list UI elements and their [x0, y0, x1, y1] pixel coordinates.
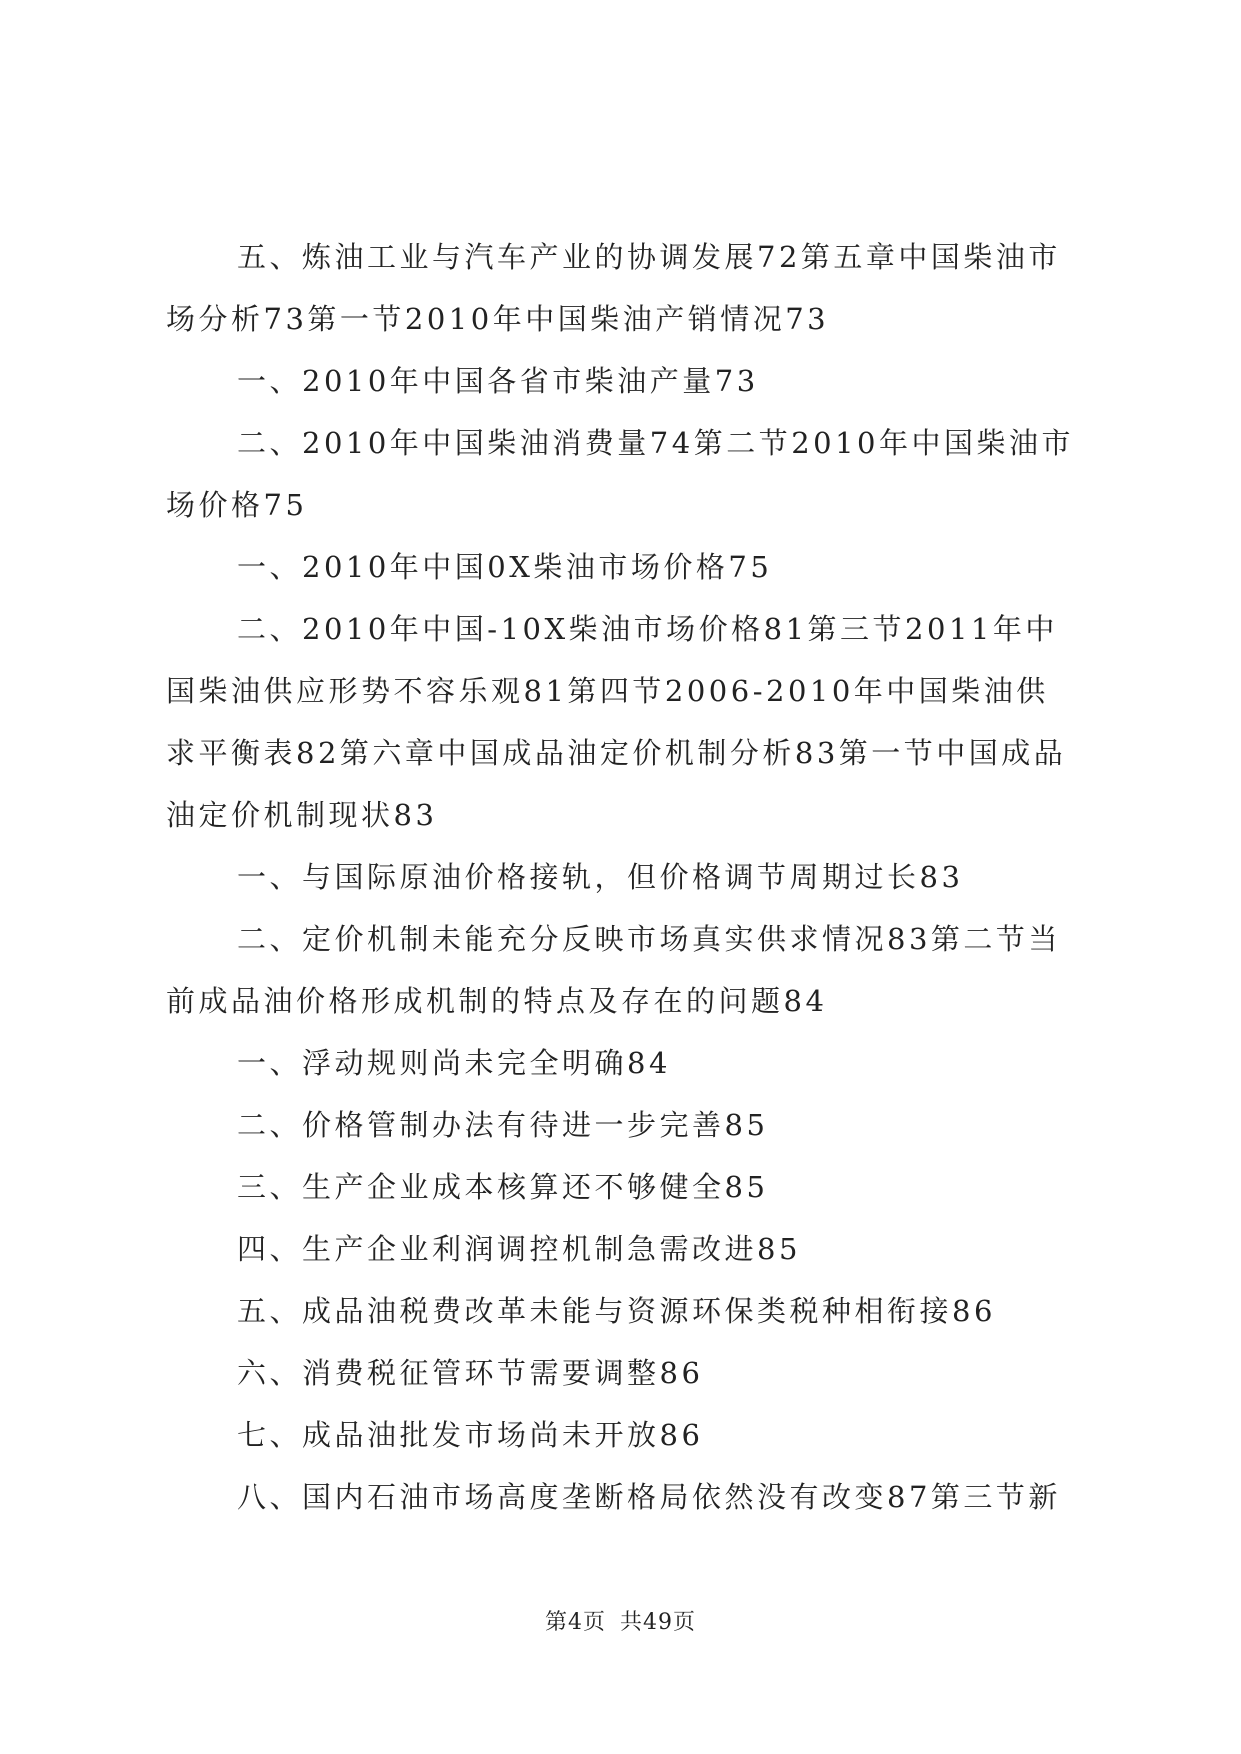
toc-paragraph: 二、2010年中国-10X柴油市场价格81第三节2011年中国柴油供应形势不容乐观81第四节2006-2010年中国柴油供求平衡表82第六章中国成品油定价机制分析83第一节中国成品油定价机制现状83	[166, 612, 1067, 832]
toc-paragraph: 四、生产企业利润调控机制急需改进85	[237, 1232, 801, 1266]
toc-paragraph: 二、价格管制办法有待进一步完善85	[237, 1108, 769, 1142]
document-body	[166, 226, 1076, 1528]
toc-paragraph: 二、2010年中国柴油消费量74第二节2010年中国柴油市场价格75	[166, 426, 1075, 522]
toc-paragraph: 五、成品油税费改革未能与资源环保类税种相衔接86	[237, 1294, 996, 1328]
toc-paragraph: 一、与国际原油价格接轨，但价格调节周期过长83	[237, 860, 964, 894]
page-number: 第4页	[545, 1610, 606, 1635]
toc-paragraph: 五、炼油工业与汽车产业的协调发展72第五章中国柴油市场分析73第一节2010年中国柴油产销情况73	[166, 240, 1061, 336]
toc-paragraph: 二、定价机制未能充分反映市场真实供求情况83第二节当前成品油价格形成机制的特点及存在的问题84	[166, 922, 1061, 1018]
toc-paragraph: 六、消费税征管环节需要调整86	[237, 1356, 704, 1390]
page-footer	[0, 1608, 1241, 1638]
toc-paragraph: 七、成品油批发市场尚未开放86	[237, 1418, 704, 1452]
toc-paragraph: 一、2010年中国各省市柴油产量73	[237, 364, 759, 398]
toc-paragraph: 八、国内石油市场高度垄断格局依然没有改变87第三节新	[237, 1480, 1061, 1514]
toc-paragraph: 一、2010年中国0X柴油市场价格75	[237, 550, 773, 584]
toc-paragraph: 一、浮动规则尚未完全明确84	[237, 1046, 671, 1080]
toc-paragraph: 三、生产企业成本核算还不够健全85	[237, 1170, 769, 1204]
page-total: 共49页	[620, 1610, 696, 1635]
